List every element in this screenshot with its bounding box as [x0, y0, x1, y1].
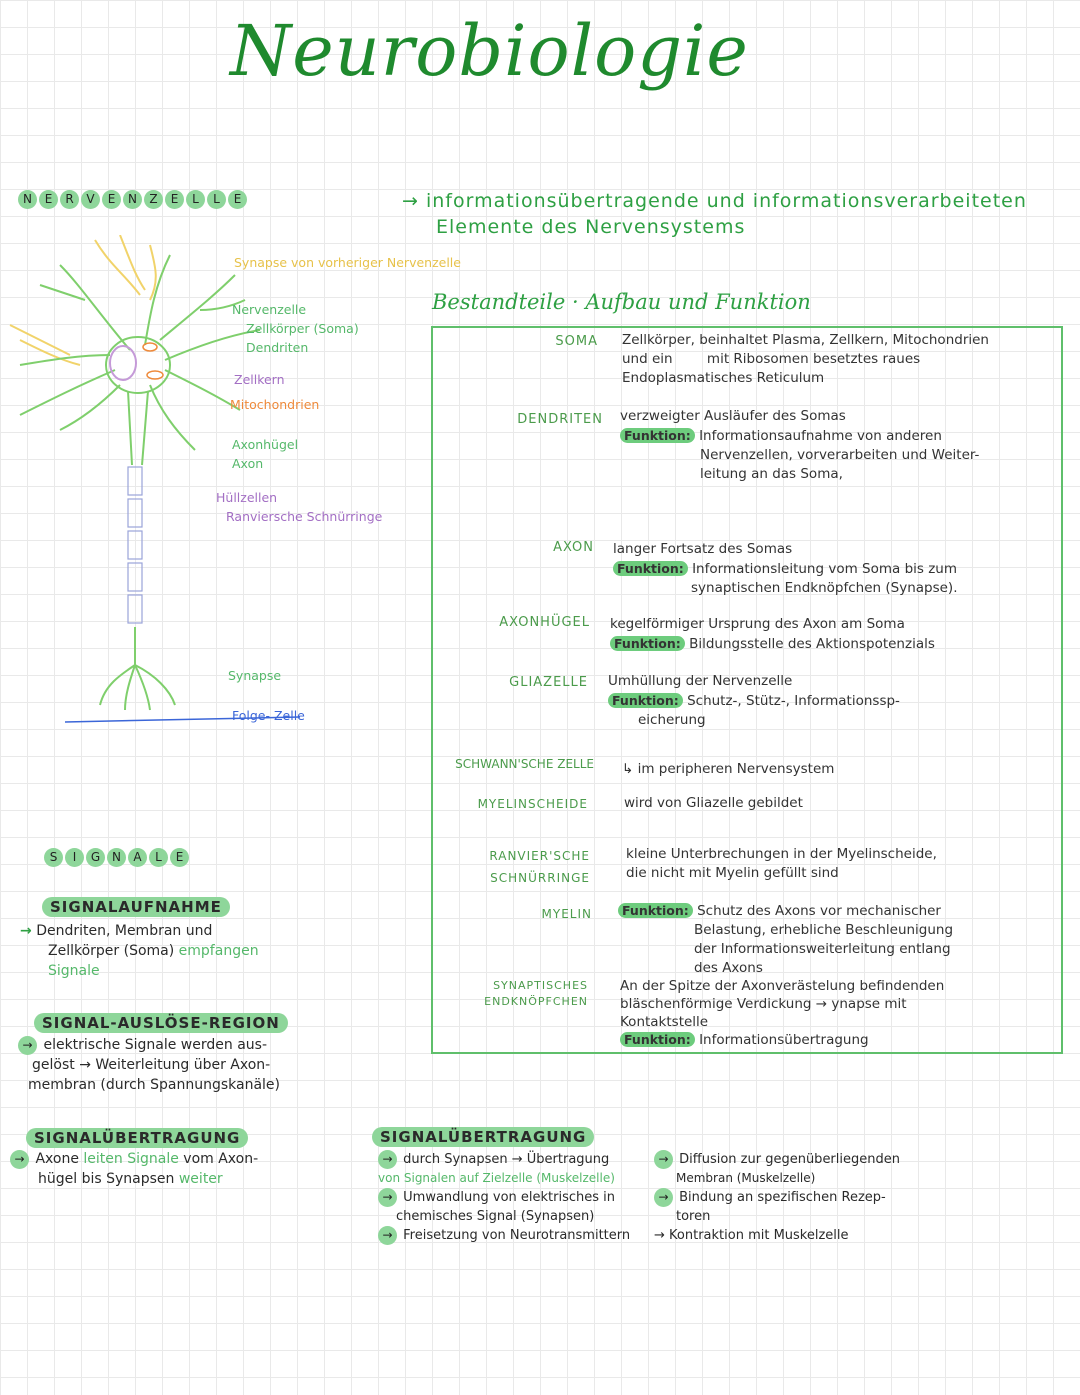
heading-letter: V	[81, 190, 100, 209]
function-badge: Funktion:	[610, 636, 685, 651]
intro-line-1: → informationsübertragende und informationsverarbeiteten	[402, 190, 1027, 212]
heading-letter: E	[102, 190, 121, 209]
heading-letter: Z	[144, 190, 163, 209]
neuron-diagram	[0, 235, 440, 735]
row-text-dendriten	[620, 407, 1060, 484]
gliazelle-line-1: Umhüllung der Nervenzelle	[608, 673, 793, 689]
uebertragung-left-title	[26, 1129, 248, 1147]
myelin-fn-2: Belastung, erhebliche Beschleunigung	[694, 922, 954, 938]
row-label-endknoepfchen: SYNAPTISCHES ENDKNÖPFCHEN	[484, 979, 588, 1008]
arrow-icon: →	[20, 923, 32, 939]
arrow-icon: →	[378, 1188, 397, 1207]
aufnahme-line-2b: empfangen	[178, 943, 259, 959]
uebertragung-right-title	[372, 1128, 594, 1146]
soma-line-2: und ein mit Ribosomen besetztes raues	[622, 351, 921, 367]
axon-terminals	[100, 665, 175, 710]
uebertragung-left-title-text: SIGNALÜBERTRAGUNG	[26, 1128, 248, 1148]
arrow-icon: →	[10, 1150, 29, 1169]
myelin-fn-3: der Informationsweiterleitung entlang	[694, 941, 951, 957]
heading-letter: E	[165, 190, 184, 209]
uebertragung-right-col1	[378, 1150, 658, 1245]
nervenzelle-heading	[18, 188, 249, 209]
dendrites	[20, 255, 260, 450]
function-badge: Funktion:	[618, 903, 693, 918]
row-label-schwann: SCHWANN'SCHE ZELLE	[455, 757, 594, 771]
ausloese-text	[18, 1035, 338, 1095]
mitochondrion-2	[147, 371, 163, 379]
row-label-myelinscheide: MYELINSCHEIDE	[477, 797, 588, 811]
nervenzelle-heading-bubbles	[18, 188, 249, 209]
label-nervenzelle: Nervenzelle	[232, 302, 307, 317]
ausloese-title-text: SIGNAL-AUSLÖSE-REGION	[34, 1013, 288, 1033]
row-text-gliazelle	[608, 672, 1048, 730]
signalaufnahme-title	[42, 898, 230, 916]
soma-line-3: Endoplasmatisches Reticulum	[622, 370, 825, 386]
function-badge: Funktion:	[608, 693, 683, 708]
endknoepfchen-line-3: Kontaktstelle	[620, 1014, 709, 1030]
label-axonhuegel: Axonhügel	[232, 437, 299, 452]
label-zellkern: Zellkern	[234, 372, 285, 387]
heading-letter: S	[44, 848, 63, 867]
label-mitochondrien: Mitochondrien	[230, 397, 320, 412]
nucleus	[110, 346, 136, 380]
axon-line-1: langer Fortsatz des Somas	[613, 541, 793, 557]
soma-line-1: Zellkörper, beinhaltet Plasma, Zellkern, Mitochondrien	[622, 332, 989, 348]
ueb-right-r0: Diffusion zur gegenüberliegenden	[679, 1152, 900, 1167]
row-text-myelinscheide: wird von Gliazelle gebildet	[624, 795, 803, 811]
heading-letter: E	[170, 848, 189, 867]
arrow-icon: →	[18, 1036, 37, 1055]
row-text-myelin	[618, 901, 1058, 978]
ueb-right-r1: Membran (Muskelzelle)	[676, 1171, 816, 1185]
signale-heading	[44, 846, 191, 867]
endknoepfchen-fn-1: Informationsübertragung	[699, 1032, 869, 1048]
labels-cell	[232, 300, 359, 357]
endknoepfchen-line-1: An der Spitze der Axonverästelung befindenden	[620, 978, 945, 994]
ueb-right-l0: durch Synapsen → Übertragung	[403, 1152, 610, 1167]
myelin-sheath	[128, 467, 142, 623]
label-folgezelle: Folge- Zelle	[232, 708, 305, 723]
ausloese-title	[34, 1014, 288, 1032]
heading-letter: G	[86, 848, 105, 867]
axon-hillock	[128, 391, 148, 465]
function-badge: Funktion:	[613, 561, 688, 576]
axonhuegel-fn-1: Bildungsstelle des Aktionspotenzials	[689, 636, 935, 652]
labels-huelle	[216, 488, 382, 526]
heading-letter: N	[107, 848, 126, 867]
heading-letter: E	[228, 190, 247, 209]
row-label-soma: SOMA	[555, 334, 598, 349]
uebertragung-right-col2: → Diffusion zur gegenüberliegenden Membran (Muskelzelle) → Bindung an spezifischen Rezep- toren → Kontraktion mit Muskelzelle	[654, 1150, 954, 1245]
row-label-myelin: MYELIN	[541, 907, 592, 921]
ranvier-line-1: kleine Unterbrechungen in der Myelinscheide,	[626, 846, 937, 862]
dendriten-line-1: verzweigter Ausläufer des Somas	[620, 408, 846, 424]
heading-letter: A	[128, 848, 147, 867]
row-text-soma	[622, 331, 1062, 388]
arrow-icon: →	[654, 1150, 673, 1169]
ueb-left-2b: Synapsen	[106, 1171, 175, 1187]
labels-axon	[232, 435, 298, 473]
label-synapse-prev: Synapse von vorheriger Nervenzelle	[234, 255, 461, 270]
heading-letter: L	[149, 848, 168, 867]
dendriten-fn-1: Informationsaufnahme von anderen	[699, 428, 942, 444]
row-label-axon: AXON	[553, 540, 594, 555]
arrow-icon: →	[378, 1226, 397, 1245]
ueb-right-r2: Bindung an spezifischen Rezep-	[679, 1190, 886, 1205]
heading-letter: R	[60, 190, 79, 209]
label-axon: Axon	[232, 456, 264, 471]
heading-letter: N	[123, 190, 142, 209]
heading-letter: E	[39, 190, 58, 209]
label-synapse: Synapse	[228, 668, 282, 683]
ausloese-line-3: membran (durch Spannungskanäle)	[28, 1077, 281, 1093]
ueb-left-2c: weiter	[178, 1171, 223, 1187]
myelin-fn-4: des Axons	[694, 960, 763, 976]
endknoepfchen-line-2: bläschenförmige Verdickung → ynapse mit	[620, 996, 907, 1012]
ueb-left-2a: hügel bis	[38, 1171, 102, 1187]
function-badge: Funktion:	[620, 1032, 695, 1047]
dendriten-fn-2: Nervenzellen, vorverarbeiten und Weiter-	[700, 447, 980, 463]
axon-fn-2: synaptischen Endknöpfchen (Synapse).	[691, 580, 958, 596]
ausloese-line-2: gelöst → Weiterleitung über Axon-	[32, 1057, 271, 1073]
ueb-right-l4: Freisetzung von Neurotransmittern	[403, 1228, 631, 1243]
ueb-right-r4: Kontraktion mit Muskelzelle	[669, 1228, 849, 1243]
mitochondrion-1	[143, 343, 157, 351]
signale-heading-bubbles	[44, 846, 191, 867]
label-huellzellen: Hüllzellen	[216, 490, 278, 505]
row-text-endknoepfchen	[620, 977, 1060, 1049]
aufnahme-line-3: Signale	[48, 963, 100, 979]
uebertragung-right-title-text: SIGNALÜBERTRAGUNG	[372, 1127, 594, 1147]
axon-fn-1: Informationsleitung vom Soma bis zum	[692, 561, 958, 577]
gliazelle-fn-1: Schutz-, Stütz-, Informationssp-	[687, 693, 900, 709]
row-text-axonhuegel	[610, 615, 1050, 654]
page-title: Neurobiologie	[230, 10, 749, 92]
soma	[106, 337, 170, 393]
arrow-icon: →	[378, 1150, 397, 1169]
ueb-right-r3: toren	[676, 1209, 711, 1224]
ranvier-line-2: die nicht mit Myelin gefüllt sind	[626, 865, 839, 881]
row-text-axon	[613, 540, 1053, 598]
ueb-left-1b: leiten Signale	[83, 1151, 179, 1167]
myelin-fn-1: Schutz des Axons vor mechanischer	[697, 903, 941, 919]
aufnahme-line-2a: Zellkörper (Soma)	[48, 943, 175, 959]
row-label-ranvier: RANVIER'SCHE SCHNÜRRINGE	[489, 849, 590, 885]
ueb-left-1a: Axone	[35, 1151, 79, 1167]
label-dendriten: Dendriten	[246, 340, 309, 355]
row-label-gliazelle: GLIAZELLE	[509, 675, 588, 690]
ueb-left-1c: vom Axon-	[183, 1151, 259, 1167]
ausloese-line-1: elektrische Signale werden aus-	[43, 1037, 268, 1053]
gliazelle-fn-2: eicherung	[638, 712, 706, 728]
signalaufnahme-text	[20, 921, 320, 981]
bestandteile-heading: Bestandteile · Aufbau und Funktion	[432, 290, 811, 314]
function-badge: Funktion:	[620, 428, 695, 443]
heading-letter: L	[186, 190, 205, 209]
label-ranvier: Ranviersche Schnürringe	[226, 509, 383, 524]
axonhuegel-line-1: kegelförmiger Ursprung des Axon am Soma	[610, 616, 905, 632]
row-label-axonhuegel: AXONHÜGEL	[499, 615, 590, 630]
ueb-right-l2: Umwandlung von elektrisches in	[403, 1190, 616, 1205]
aufnahme-line-1: Dendriten, Membran und	[36, 923, 213, 939]
intro-line-2: Elemente des Nervensystems	[436, 216, 746, 238]
ueb-right-l3: chemisches Signal (Synapsen)	[396, 1209, 595, 1224]
heading-letter: N	[18, 190, 37, 209]
label-zellkoerper: Zellkörper (Soma)	[246, 321, 359, 336]
arrow-icon: →	[654, 1188, 673, 1207]
heading-letter: L	[207, 190, 226, 209]
row-label-dendriten: DENDRITEN	[517, 412, 603, 427]
nervenzelle-intro	[402, 188, 1027, 240]
row-text-ranvier	[626, 845, 1056, 883]
ueb-right-l1: von Signalen auf Zielzelle (Muskelzelle)	[378, 1171, 615, 1185]
uebertragung-left-text	[10, 1149, 340, 1189]
row-text-schwann: ↳ im peripheren Nervensystem	[622, 761, 835, 777]
heading-letter: I	[65, 848, 84, 867]
signalaufnahme-title-text: SIGNALAUFNAHME	[42, 897, 230, 917]
dendriten-fn-3: leitung an das Soma,	[700, 466, 843, 482]
